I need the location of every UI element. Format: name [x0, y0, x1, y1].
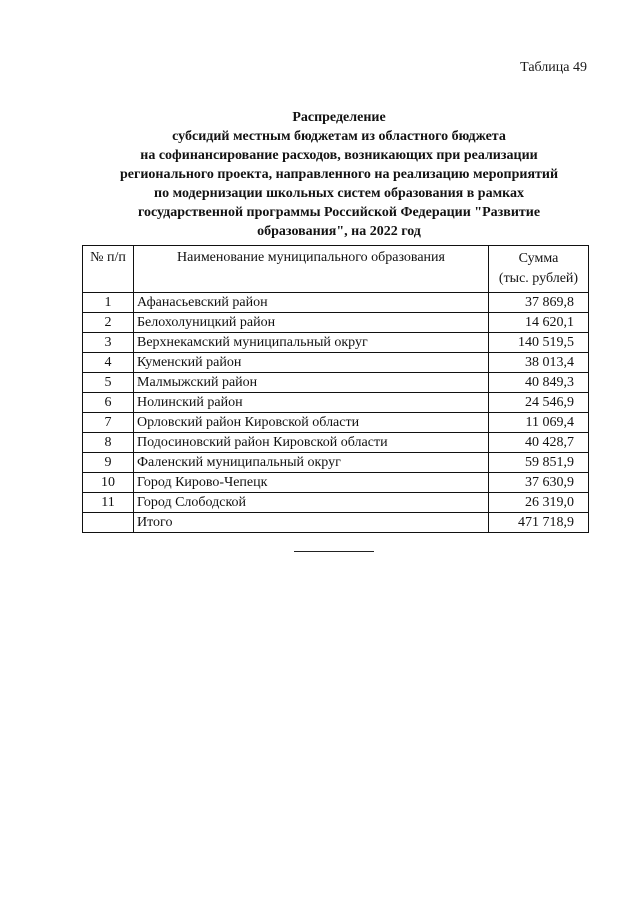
subsidy-amount: 40 428,7 — [489, 433, 589, 453]
subsidy-amount: 38 013,4 — [489, 353, 589, 373]
table-row — [83, 373, 589, 393]
subsidy-amount: 37 869,8 — [489, 293, 589, 313]
table-row — [83, 413, 589, 433]
row-number: 5 — [83, 373, 134, 393]
row-number: 2 — [83, 313, 134, 333]
municipality-name: Город Кирово-Чепецк — [134, 473, 489, 493]
row-number: 1 — [83, 293, 134, 313]
total-row — [83, 513, 589, 533]
municipality-name: Нолинский район — [134, 393, 489, 413]
subsidy-amount: 37 630,9 — [489, 473, 589, 493]
column-header-number: № п/п — [83, 246, 134, 293]
row-number: 6 — [83, 393, 134, 413]
title-line: государственной программы Российской Федерации "Развитие — [137, 205, 541, 220]
table-row — [83, 433, 589, 453]
municipality-name: Город Слободской — [134, 493, 489, 513]
sum-header-line1: Сумма — [518, 251, 559, 266]
subsidy-amount: 471 718,9 — [489, 513, 589, 533]
municipality-name: Малмыжский район — [134, 373, 489, 393]
municipality-name: Верхнекамский муниципальный округ — [134, 333, 489, 353]
row-number — [83, 513, 134, 533]
municipality-name: Афанасьевский район — [134, 293, 489, 313]
row-number: 10 — [83, 473, 134, 493]
table-row — [83, 293, 589, 313]
municipality-name: Белохолуницкий район — [134, 313, 489, 333]
document-title — [80, 108, 598, 241]
subsidy-amount: 140 519,5 — [489, 333, 589, 353]
table-row — [83, 473, 589, 493]
row-number: 3 — [83, 333, 134, 353]
table-row — [83, 333, 589, 353]
table-number-label: Таблица 49 — [520, 60, 587, 75]
subsidy-amount: 59 851,9 — [489, 453, 589, 473]
title-line: субсидий местным бюджетам из областного бюджета — [172, 129, 506, 144]
subsidy-table — [82, 245, 589, 533]
municipality-name: Куменский район — [134, 353, 489, 373]
title-line: регионального проекта, направленного на реализацию мероприятий — [119, 167, 559, 182]
municipality-name: Подосиновский район Кировской области — [134, 433, 489, 453]
closing-line — [294, 551, 374, 552]
municipality-name: Итого — [134, 513, 489, 533]
row-number: 9 — [83, 453, 134, 473]
row-number: 11 — [83, 493, 134, 513]
subsidy-amount: 26 319,0 — [489, 493, 589, 513]
table-row — [83, 353, 589, 373]
table-row — [83, 393, 589, 413]
subsidy-amount: 11 069,4 — [489, 413, 589, 433]
municipality-name: Орловский район Кировской области — [134, 413, 489, 433]
table-header-row — [83, 246, 589, 293]
subsidy-amount: 14 620,1 — [489, 313, 589, 333]
title-line: образования", на 2022 год — [257, 224, 421, 239]
table-row — [83, 493, 589, 513]
subsidy-amount: 24 546,9 — [489, 393, 589, 413]
sum-header-line2: (тыс. рублей) — [498, 271, 579, 286]
column-header-sum — [489, 246, 589, 293]
row-number: 4 — [83, 353, 134, 373]
row-number: 8 — [83, 433, 134, 453]
row-number: 7 — [83, 413, 134, 433]
table-row — [83, 453, 589, 473]
column-header-name: Наименование муниципального образования — [134, 246, 489, 293]
municipality-name: Фаленский муниципальный округ — [134, 453, 489, 473]
subsidy-amount: 40 849,3 — [489, 373, 589, 393]
table-row — [83, 313, 589, 333]
title-line: Распределение — [292, 110, 386, 125]
title-line: на софинансирование расходов, возникающих при реализации — [140, 148, 538, 163]
title-line: по модернизации школьных систем образования в рамках — [154, 186, 524, 201]
